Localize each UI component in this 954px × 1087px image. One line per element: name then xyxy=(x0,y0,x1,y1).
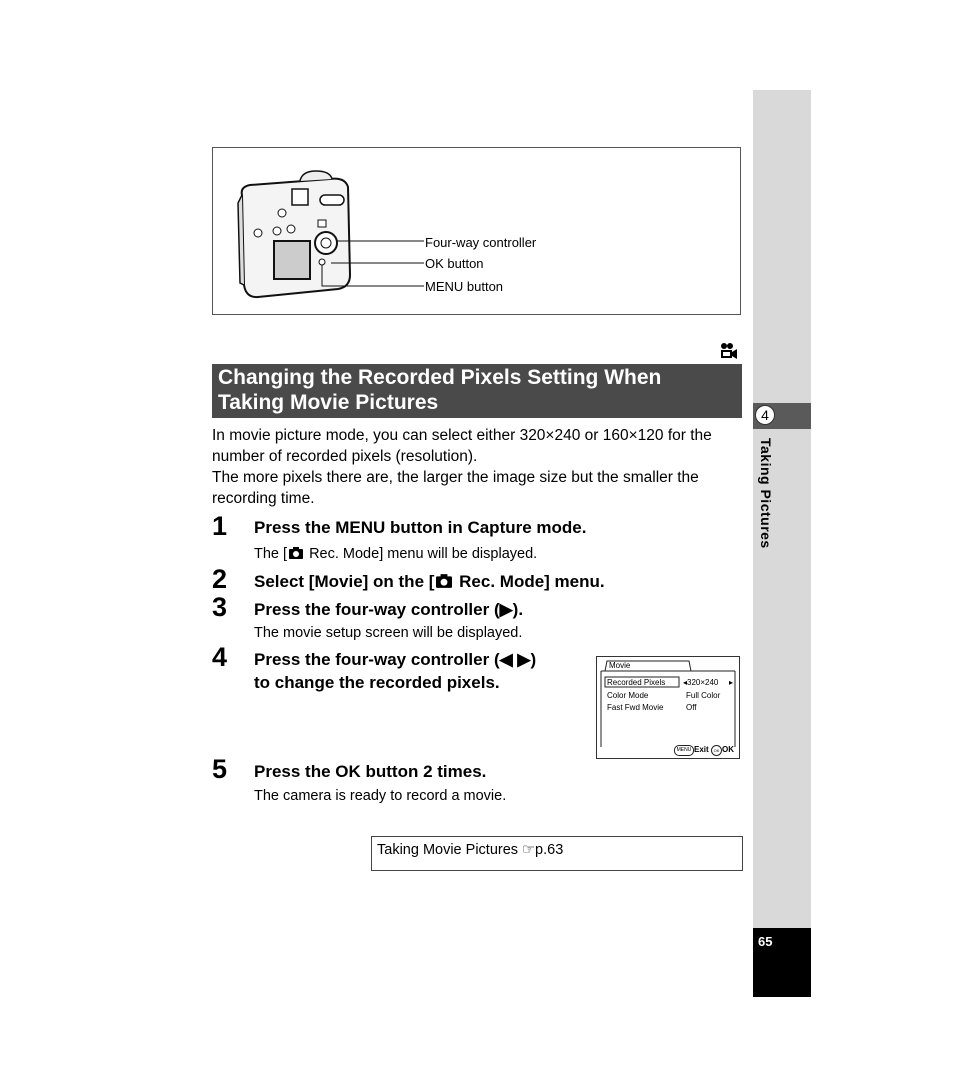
step-number: 4 xyxy=(212,642,228,672)
step-title-line: Press the four-way controller (◀ ▶) xyxy=(254,650,537,669)
camera-back-illustration xyxy=(230,165,430,305)
step-title xyxy=(254,570,605,593)
step-title: Press the four-way controller (▶). xyxy=(254,600,524,619)
screen-exit-label: Exit xyxy=(694,745,709,754)
intro-line: recording time. xyxy=(212,490,315,507)
step-note xyxy=(254,545,537,563)
screen-row-label: Fast Fwd Movie xyxy=(607,703,664,712)
step-number: 2 xyxy=(212,564,228,594)
screen-row-value: ◂320×240 xyxy=(683,678,719,687)
step-note-text: Rec. Mode] menu will be displayed. xyxy=(305,546,538,562)
page-number: 65 xyxy=(758,934,773,949)
screen-ok-icon: OK xyxy=(711,745,722,756)
intro-line: In movie picture mode, you can select either 320×240 or 160×120 for the xyxy=(212,427,712,444)
movie-setup-screen xyxy=(596,656,740,759)
menu-button-label: MENU button xyxy=(425,279,504,294)
four-way-controller-label: Four-way controller xyxy=(425,235,537,250)
step-title: Press the MENU button in Capture mode. xyxy=(254,518,587,537)
camera-icon xyxy=(289,547,303,559)
screen-row-label: Color Mode xyxy=(607,691,649,700)
step-number: 5 xyxy=(212,754,228,784)
chapter-number: 4 xyxy=(755,405,775,425)
reference-link[interactable]: Taking Movie Pictures ☞p.63 xyxy=(377,842,564,858)
camera-icon xyxy=(436,574,452,588)
step-title xyxy=(254,648,536,694)
screen-right-arrow: ▸ xyxy=(729,678,734,687)
step-title-line: to change the recorded pixels. xyxy=(254,673,500,692)
intro-line: The more pixels there are, the larger the image size but the smaller the xyxy=(212,469,699,486)
step-title: Press the OK button 2 times. xyxy=(254,762,487,781)
section-heading-line2: Taking Movie Pictures xyxy=(218,391,439,414)
step-number: 1 xyxy=(212,511,228,541)
chapter-title: Taking Pictures xyxy=(758,438,774,549)
step-note: The camera is ready to record a movie. xyxy=(254,788,507,804)
step-note: The movie setup screen will be displayed. xyxy=(254,625,523,641)
section-heading-line1: Changing the Recorded Pixels Setting When xyxy=(218,366,662,389)
step-note-text: The [ xyxy=(254,546,288,562)
ok-button-label: OK button xyxy=(425,256,484,271)
screen-row-label: Recorded Pixels xyxy=(607,678,666,687)
intro-line: number of recorded pixels (resolution). xyxy=(212,448,478,465)
screen-tab-movie: Movie xyxy=(609,661,631,670)
screen-menu-icon: MENU xyxy=(674,745,694,756)
intro-paragraph xyxy=(212,425,742,509)
section-heading xyxy=(218,365,738,415)
step-number: 3 xyxy=(212,592,228,622)
screen-row-value: Off xyxy=(686,703,697,712)
screen-ok-label: OK xyxy=(722,745,734,754)
movie-camera-icon xyxy=(718,342,738,360)
screen-row-value: Full Color xyxy=(686,691,721,700)
step-title-text: Select [Movie] on the [ xyxy=(254,572,435,591)
step-title-text: Rec. Mode] menu. xyxy=(454,572,605,591)
